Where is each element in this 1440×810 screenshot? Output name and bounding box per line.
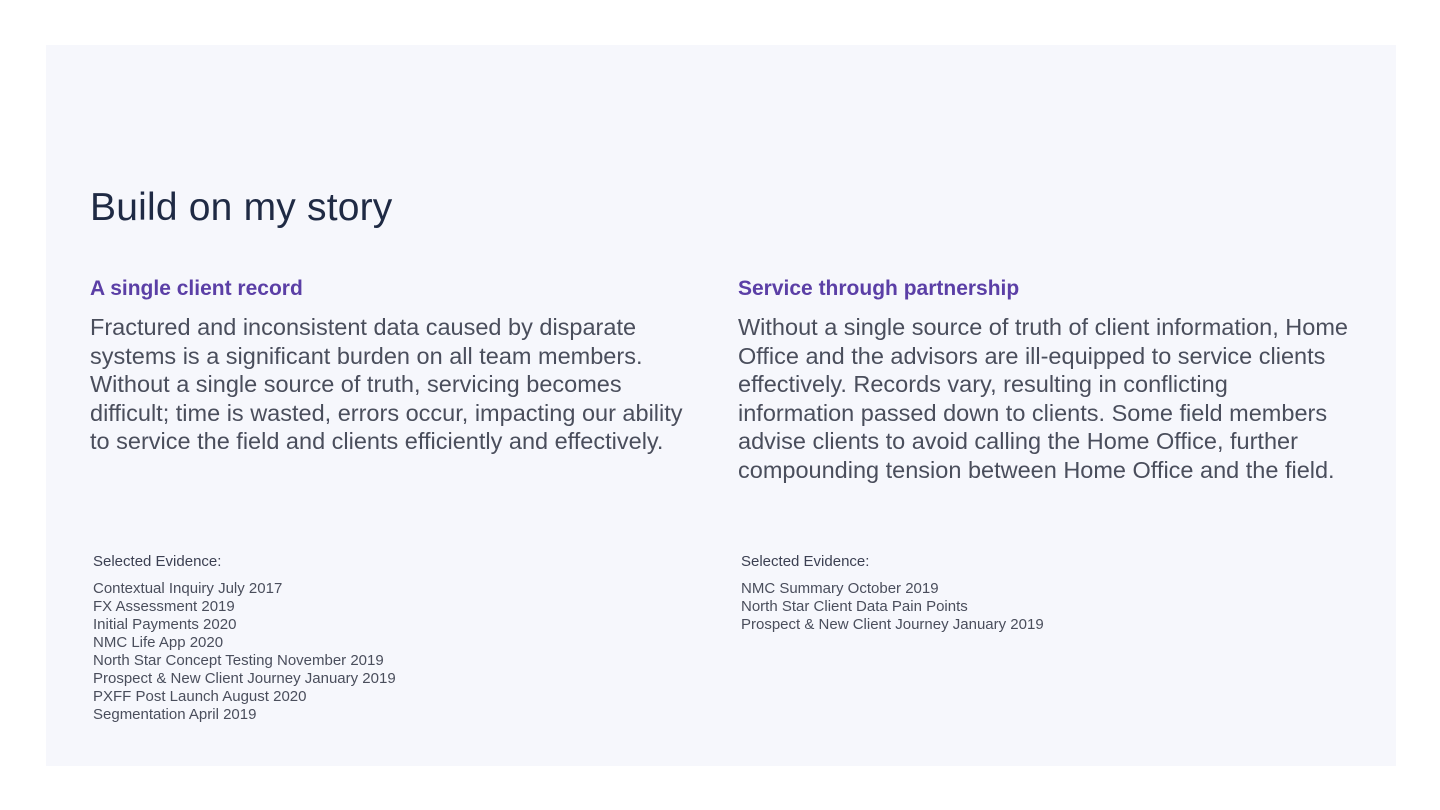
evidence-item: PXFF Post Launch August 2020 — [93, 688, 307, 705]
column-heading: Service through partnership — [738, 277, 1020, 300]
evidence-item: Prospect & New Client Journey January 2019 — [741, 616, 1044, 633]
column-body: Without a single source of truth of client information, Home Office and the advisors are ill-equipped to service clients effectively. Records vary, resulting in conflicting information passed down to clients. Some field members advise clients to avoid calling the Home Office, further compounding tension between Home Office and the field. — [738, 314, 1348, 483]
evidence-item: NMC Summary October 2019 — [741, 580, 939, 597]
evidence-heading: Selected Evidence: — [93, 553, 222, 570]
evidence-list — [93, 580, 653, 724]
evidence-item: Contextual Inquiry July 2017 — [93, 580, 283, 597]
evidence-heading: Selected Evidence: — [741, 553, 870, 570]
page-title: Build on my story — [90, 186, 393, 229]
evidence-item: North Star Client Data Pain Points — [741, 598, 968, 615]
evidence-item: FX Assessment 2019 — [93, 598, 235, 615]
column-heading: A single client record — [90, 277, 303, 300]
evidence-block-left — [93, 553, 653, 724]
evidence-item: NMC Life App 2020 — [93, 634, 224, 651]
evidence-item: Initial Payments 2020 — [93, 616, 237, 633]
evidence-item: North Star Concept Testing November 2019 — [93, 652, 384, 669]
column-body: Fractured and inconsistent data caused by disparate systems is a significant burden on all team members. Without a single source of truth, servicing becomes difficult; time is wasted, errors occur, impacting our ability to service the field and clients efficiently and effectively. — [90, 314, 683, 455]
evidence-list — [741, 580, 1301, 634]
column-service-through-partnership — [738, 275, 1348, 485]
evidence-item: Prospect & New Client Journey January 2019 — [93, 670, 396, 687]
evidence-block-right — [741, 553, 1301, 634]
evidence-item: Segmentation April 2019 — [93, 706, 257, 723]
slide-panel — [46, 45, 1396, 766]
column-single-client-record — [90, 275, 700, 456]
